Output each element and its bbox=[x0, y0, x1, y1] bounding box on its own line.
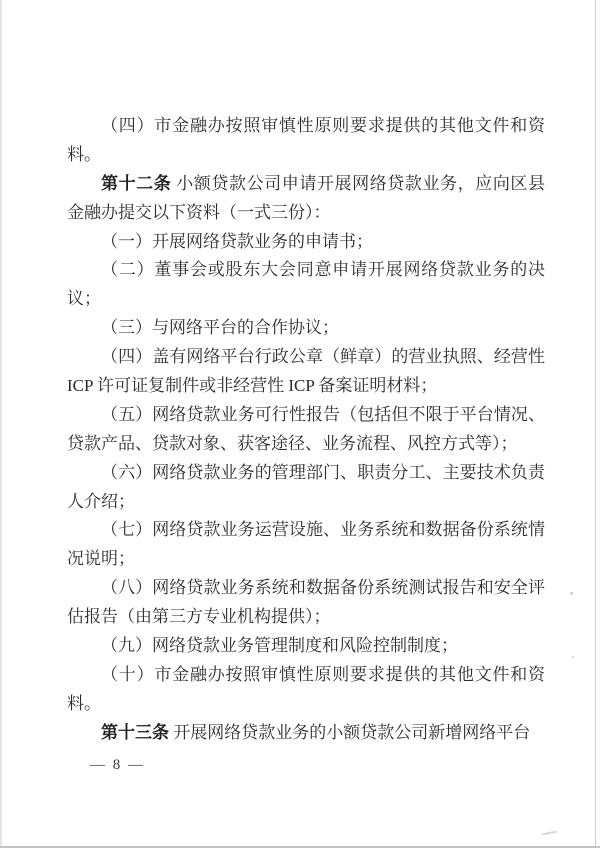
document-line: （五）网络贷款业务可行性报告（包括但不限于平台情况、 bbox=[101, 404, 545, 424]
document-line: 估报告（由第三方专业机构提供）； bbox=[67, 607, 331, 627]
document-line: 议； bbox=[67, 289, 101, 309]
document-line: （二）董事会或股东大会同意申请开展网络贷款业务的决 bbox=[101, 260, 545, 280]
article-heading-line: 第十二条 小额贷款公司申请开展网络贷款业务，应向区县 bbox=[101, 173, 546, 193]
document-line: 金融办提交以下资料（一式三份）： bbox=[67, 202, 331, 222]
document-line: ICP 许可证复制件或非经营性 ICP 备案证明材料； bbox=[67, 376, 438, 396]
document-line: （八）网络贷款业务系统和数据备份系统测试报告和安全评 bbox=[101, 578, 545, 598]
scan-speck bbox=[570, 592, 573, 595]
page-number: — 8 — bbox=[90, 757, 145, 773]
document-line: （七）网络贷款业务运营设施、业务系统和数据备份系统情 bbox=[101, 520, 545, 540]
document-line: 贷款产品、贷款对象、获客途径、业务流程、风控方式等）； bbox=[67, 433, 518, 453]
document-line: （一）开展网络贷款业务的申请书； bbox=[101, 231, 373, 251]
article-number: 第十二条 bbox=[101, 173, 172, 193]
article-heading-line: 第十三条 开展网络贷款业务的小额贷款公司新增网络平台 bbox=[101, 722, 531, 742]
scan-speck bbox=[572, 656, 574, 658]
scan-pen-mark bbox=[542, 831, 557, 836]
document-line: 料。 bbox=[67, 144, 101, 164]
document-line: （四）市金融办按照审慎性原则要求提供的其他文件和资 bbox=[101, 116, 545, 135]
page-edge-left bbox=[0, 0, 2, 848]
document-line: 人介绍； bbox=[67, 491, 135, 511]
document-body bbox=[67, 112, 545, 748]
document-line: 料。 bbox=[67, 693, 101, 713]
document-line: （九）网络贷款业务管理制度和风险控制制度； bbox=[101, 636, 458, 656]
document-line: （四）盖有网络平台行政公章（鲜章）的营业执照、经营性 bbox=[101, 347, 545, 367]
document-line: （十）市金融办按照审慎性原则要求提供的其他文件和资 bbox=[101, 664, 545, 684]
document-line: （六）网络贷款业务的管理部门、职责分工、主要技术负责 bbox=[101, 462, 545, 482]
document-line: （三）与网络平台的合作协议； bbox=[101, 318, 339, 338]
page-edge-right bbox=[595, 0, 596, 848]
article-number: 第十三条 bbox=[101, 722, 169, 742]
document-line: 况说明； bbox=[67, 549, 135, 569]
